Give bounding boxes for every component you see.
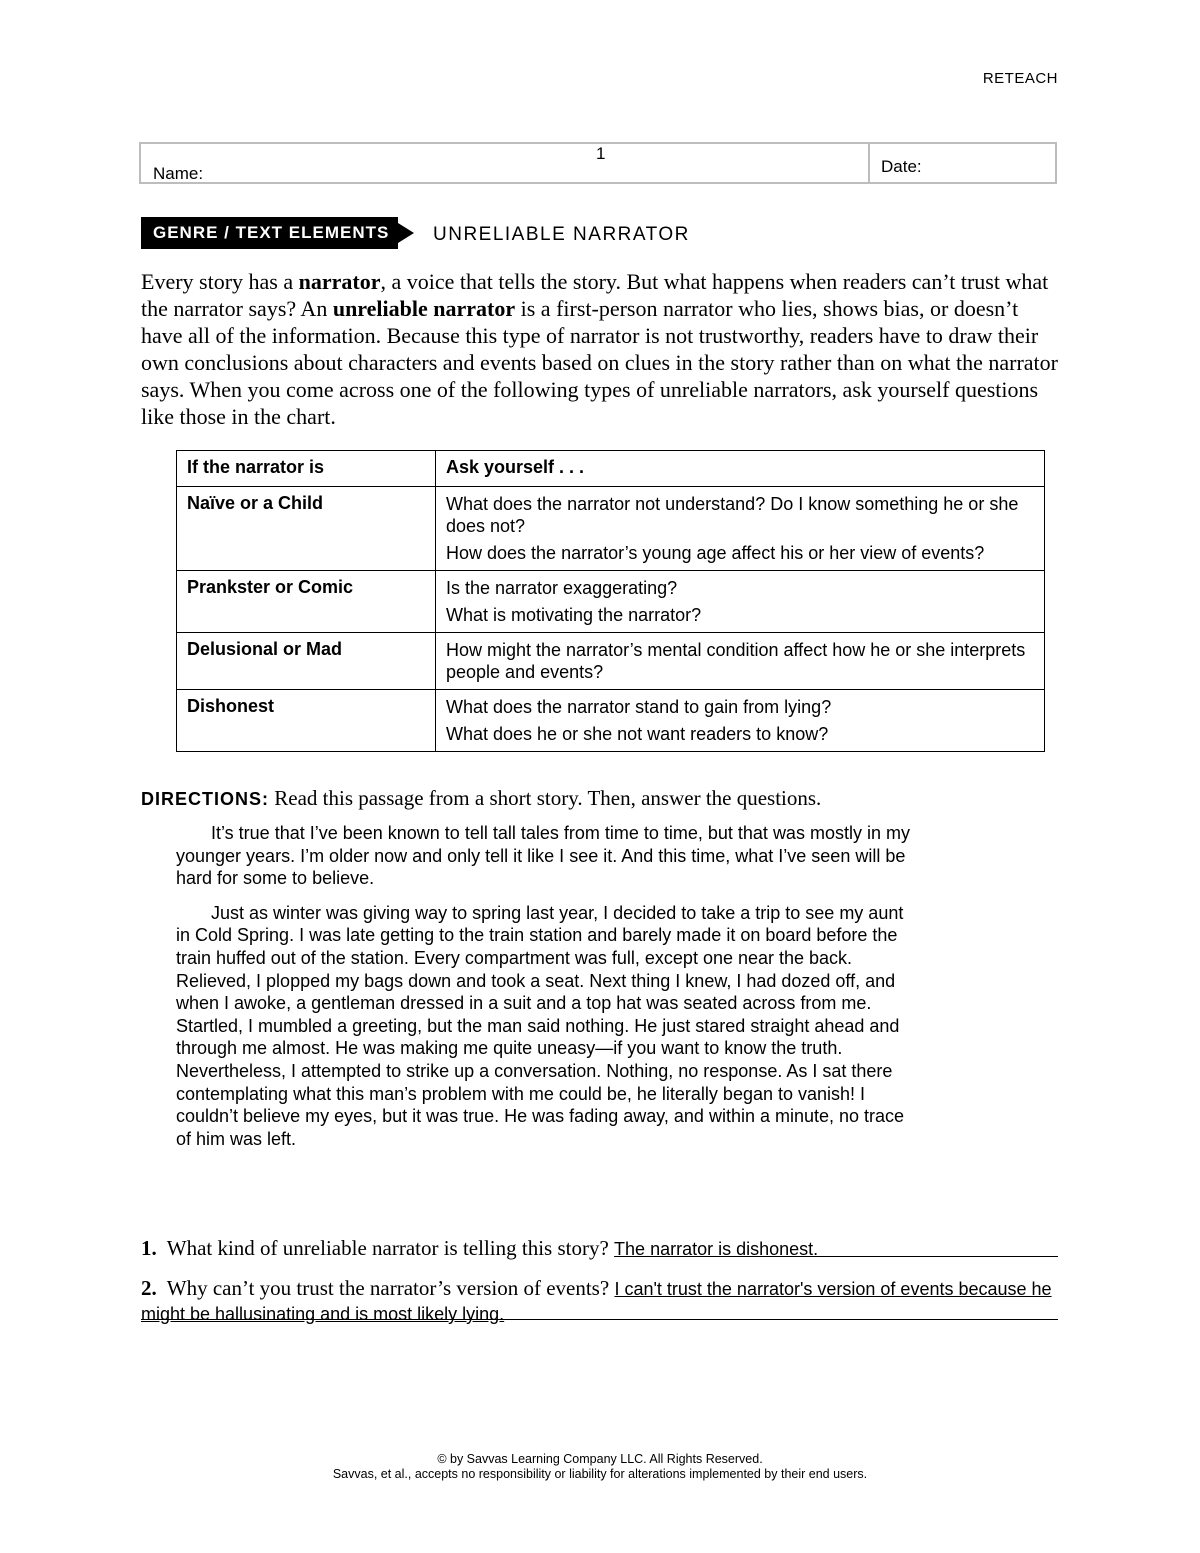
narrator-type: Dishonest xyxy=(177,690,436,752)
question-text: What does the narrator stand to gain from lying? xyxy=(446,697,832,717)
question-prompt: Why can’t you trust the narrator’s version of events? xyxy=(166,1276,615,1300)
question-text: How does the narrator’s young age affect his or her view of events? xyxy=(446,543,985,563)
table-header-type: If the narrator is xyxy=(177,451,436,487)
table-row xyxy=(177,571,1045,633)
page-number: 1 xyxy=(596,144,606,163)
narrator-type: Delusional or Mad xyxy=(177,633,436,690)
intro-text-3: is a first-person narrator who lies, shows bias, or doesn’t have all of the information. Because this type of narrator is not trustworthy, readers have to draw their own conclusions about characters and events based on clues in the story rather than on what the narrator says. When you come across one of the following types of unreliable narrators, ask yourself questions like those in the chart. xyxy=(141,296,1058,429)
answer-line xyxy=(141,1319,1058,1320)
name-date-header xyxy=(139,142,1057,184)
directions xyxy=(141,786,821,811)
copyright-line: © by Savvas Learning Company LLC. All Rights Reserved. xyxy=(437,1452,763,1466)
intro-text-2: , a voice that tells the story. But what happens when readers can’t trust what the narrator says? An xyxy=(141,269,1049,321)
passage-paragraph: Just as winter was giving way to spring last year, I decided to take a trip to see my aunt in Cold Spring. I was late getting to the train station and barely made it on board before the train huffed out of the station. Every compartment was full, except one near the back. Relieved, I plopped my bags down and took a seat. Next thing I knew, I had dozed off, and when I awoke, a gentleman dressed in a suit and a top hat was seated across from me. Startled, I mumbled a greeting, but the man said nothing. He just stared straight ahead and through me almost. He was making me quite uneasy—if you want to know the truth. Nevertheless, I attempted to strike up a conversation. Nothing, no response. As I sat there contemplating what this man’s problem with me could be, he literally began to vanish! I couldn’t believe my eyes, but it was true. He was fading away, and within a minute, no trace of him was left. xyxy=(176,902,905,1149)
copyright-footer xyxy=(0,1452,1200,1482)
question-text: Is the narrator exaggerating? xyxy=(446,578,678,598)
story-passage xyxy=(176,822,921,1162)
answer-field[interactable]: The narrator is dishonest. xyxy=(614,1239,819,1259)
question-text: What does he or she not want readers to know? xyxy=(446,724,829,744)
narrator-questions xyxy=(436,633,1045,690)
passage-paragraph: It’s true that I’ve been known to tell tall tales from time to time, but that was mostly in my younger years. I’m older now and only tell it like I see it. And this time, what I’ve seen will be hard for some to believe. xyxy=(176,823,910,889)
question-text: What is motivating the narrator? xyxy=(446,605,702,625)
directions-text: Read this passage from a short story. Then, answer the questions. xyxy=(269,786,822,810)
table-header-row xyxy=(177,451,1045,487)
term-unreliable-narrator: unreliable narrator xyxy=(332,296,516,321)
table-row xyxy=(177,690,1045,752)
answer-field[interactable]: I can't trust the narrator's version of events because he might be hallusinating and is most likely lying. xyxy=(141,1279,1052,1324)
narrator-type: Prankster or Comic xyxy=(177,571,436,633)
topic-title: UNRELIABLE NARRATOR xyxy=(433,224,690,245)
question-1 xyxy=(141,1236,1058,1261)
intro-text-1: Every story has a xyxy=(141,269,299,294)
genre-tag: GENRE / TEXT ELEMENTS xyxy=(141,217,398,249)
date-label: Date: xyxy=(881,157,922,176)
question-number: 1. xyxy=(141,1236,157,1260)
question-text: How might the narrator’s mental condition affect how he or she interprets people and events? xyxy=(446,640,1026,682)
name-label: Name: xyxy=(153,164,204,183)
answer-line xyxy=(676,1256,1058,1257)
question-text: What does the narrator not understand? Do I know something he or she does not? xyxy=(446,494,1019,536)
narrator-types-table xyxy=(176,450,1045,752)
disclaimer-line: Savvas, et al., accepts no responsibility or liability for alterations implemented by their end users. xyxy=(332,1467,868,1481)
narrator-type: Naïve or a Child xyxy=(177,487,436,571)
reteach-label: RETEACH xyxy=(982,70,1058,87)
narrator-questions xyxy=(436,690,1045,752)
narrator-questions xyxy=(436,571,1045,633)
header-divider xyxy=(868,144,870,182)
table-row xyxy=(177,487,1045,571)
intro-paragraph xyxy=(141,268,1061,430)
question-prompt: What kind of unreliable narrator is telling this story? xyxy=(166,1236,615,1260)
narrator-questions xyxy=(436,487,1045,571)
question-number: 2. xyxy=(141,1276,157,1300)
table-header-questions: Ask yourself . . . xyxy=(436,451,1045,487)
genre-arrow-icon xyxy=(398,223,414,243)
term-narrator: narrator xyxy=(298,269,381,294)
directions-label: DIRECTIONS: xyxy=(141,789,269,809)
table-row xyxy=(177,633,1045,690)
